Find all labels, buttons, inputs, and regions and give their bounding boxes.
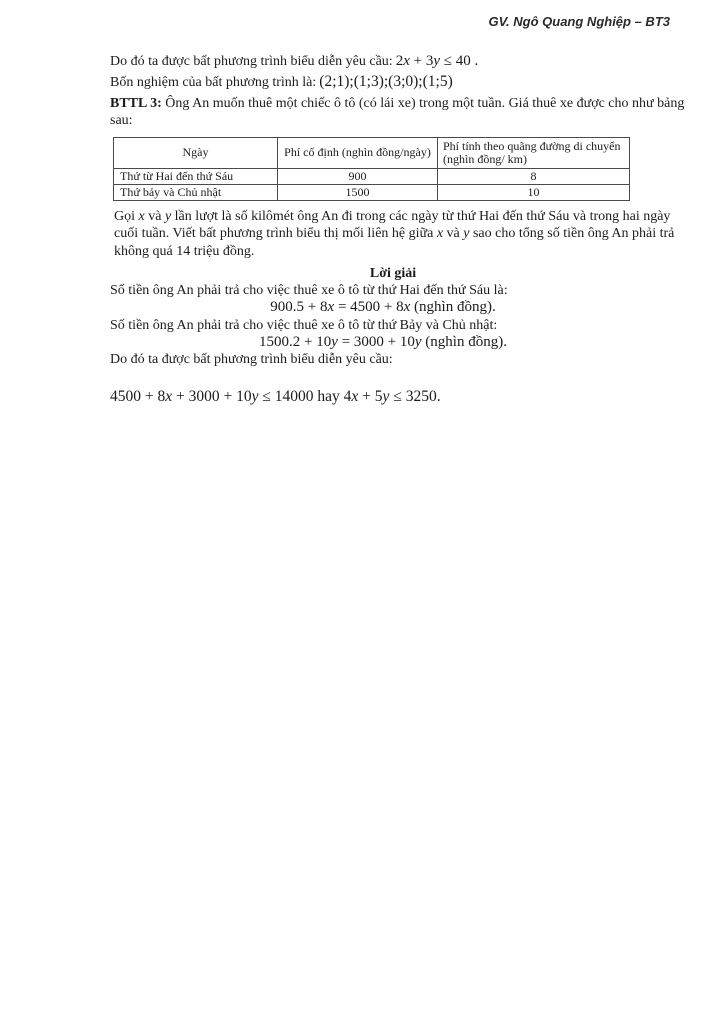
rental-price-table xyxy=(113,137,630,201)
question-paragraph: Gọi x và y lần lượt là số kilômét ông An đi trong các ngày từ thứ Hai đến thứ Sáu và trong hai ngày cuối tuần. Viết bất phương trình biểu thị mối liên hệ giữa x và y sao cho tổng số tiền ông An phải trả không quá 14 triệu đồng. xyxy=(114,208,675,259)
problem-label: BTTL 3: xyxy=(110,96,162,111)
table-row xyxy=(114,184,630,200)
column-header-fixed-fee: Phí cố định (nghìn đồng/ngày) xyxy=(278,137,438,168)
page-header xyxy=(110,14,685,30)
solution-step-2: Số tiền ông An phải trả cho việc thuê xe ô tô từ thứ Bảy và Chủ nhật: xyxy=(110,317,498,333)
intro-line-1 xyxy=(110,52,688,71)
solution-step-1: Số tiền ông An phải trả cho việc thuê xe ô tô từ thứ Hai đến thứ Sáu là: xyxy=(110,283,508,299)
cell-weekend-fixed-fee: 1500 xyxy=(278,184,438,200)
intro-line-2-text: Bốn nghiệm của bất phương trình là: xyxy=(110,75,317,90)
equation-weekday-cost: 900.5 + 8x = 4500 + 8x (nghìn đồng). xyxy=(270,299,496,316)
final-inequality: 4500 + 8x + 3000 + 10y ≤ 14000 hay 4x + 5y ≤ 3250. xyxy=(110,388,441,406)
solution-step-3: Do đó ta được bất phương trình biểu diễn yêu cầu: xyxy=(110,352,393,368)
document-content xyxy=(110,52,688,406)
table-header-row xyxy=(114,137,630,168)
cell-weekday-fixed-fee: 900 xyxy=(278,168,438,184)
cell-weekend-distance-fee: 10 xyxy=(438,184,630,200)
table-row xyxy=(114,168,630,184)
column-header-day: Ngày xyxy=(114,137,278,168)
column-header-distance-fee: Phí tính theo quãng đường di chuyển (nghìn đồng/ km) xyxy=(438,137,630,168)
equation-weekend-cost: 1500.2 + 10y = 3000 + 10y (nghìn đồng). xyxy=(259,333,507,350)
solution-pairs: (2;1);(1;3);(3;0);(1;5) xyxy=(319,73,453,90)
intro-line-2 xyxy=(110,71,688,93)
cell-weekend-label: Thứ bảy và Chủ nhật xyxy=(114,184,278,200)
problem-statement xyxy=(110,95,688,130)
cell-weekday-label: Thứ từ Hai đến thứ Sáu xyxy=(114,168,278,184)
author-credit: GV. Ngô Quang Nghiệp – BT3 xyxy=(488,14,670,29)
intro-line-1-text: Do đó ta được bất phương trình biểu diễn yêu cầu: xyxy=(110,54,393,69)
cell-weekday-distance-fee: 8 xyxy=(438,168,630,184)
solution-heading: Lời giải xyxy=(369,266,417,282)
problem-text: Ông An muốn thuê một chiếc ô tô (có lái xe) trong một tuần. Giá thuê xe được cho như bảng sau: xyxy=(110,96,685,129)
inequality-expression: 2x + 3y ≤ 40 . xyxy=(395,53,479,69)
